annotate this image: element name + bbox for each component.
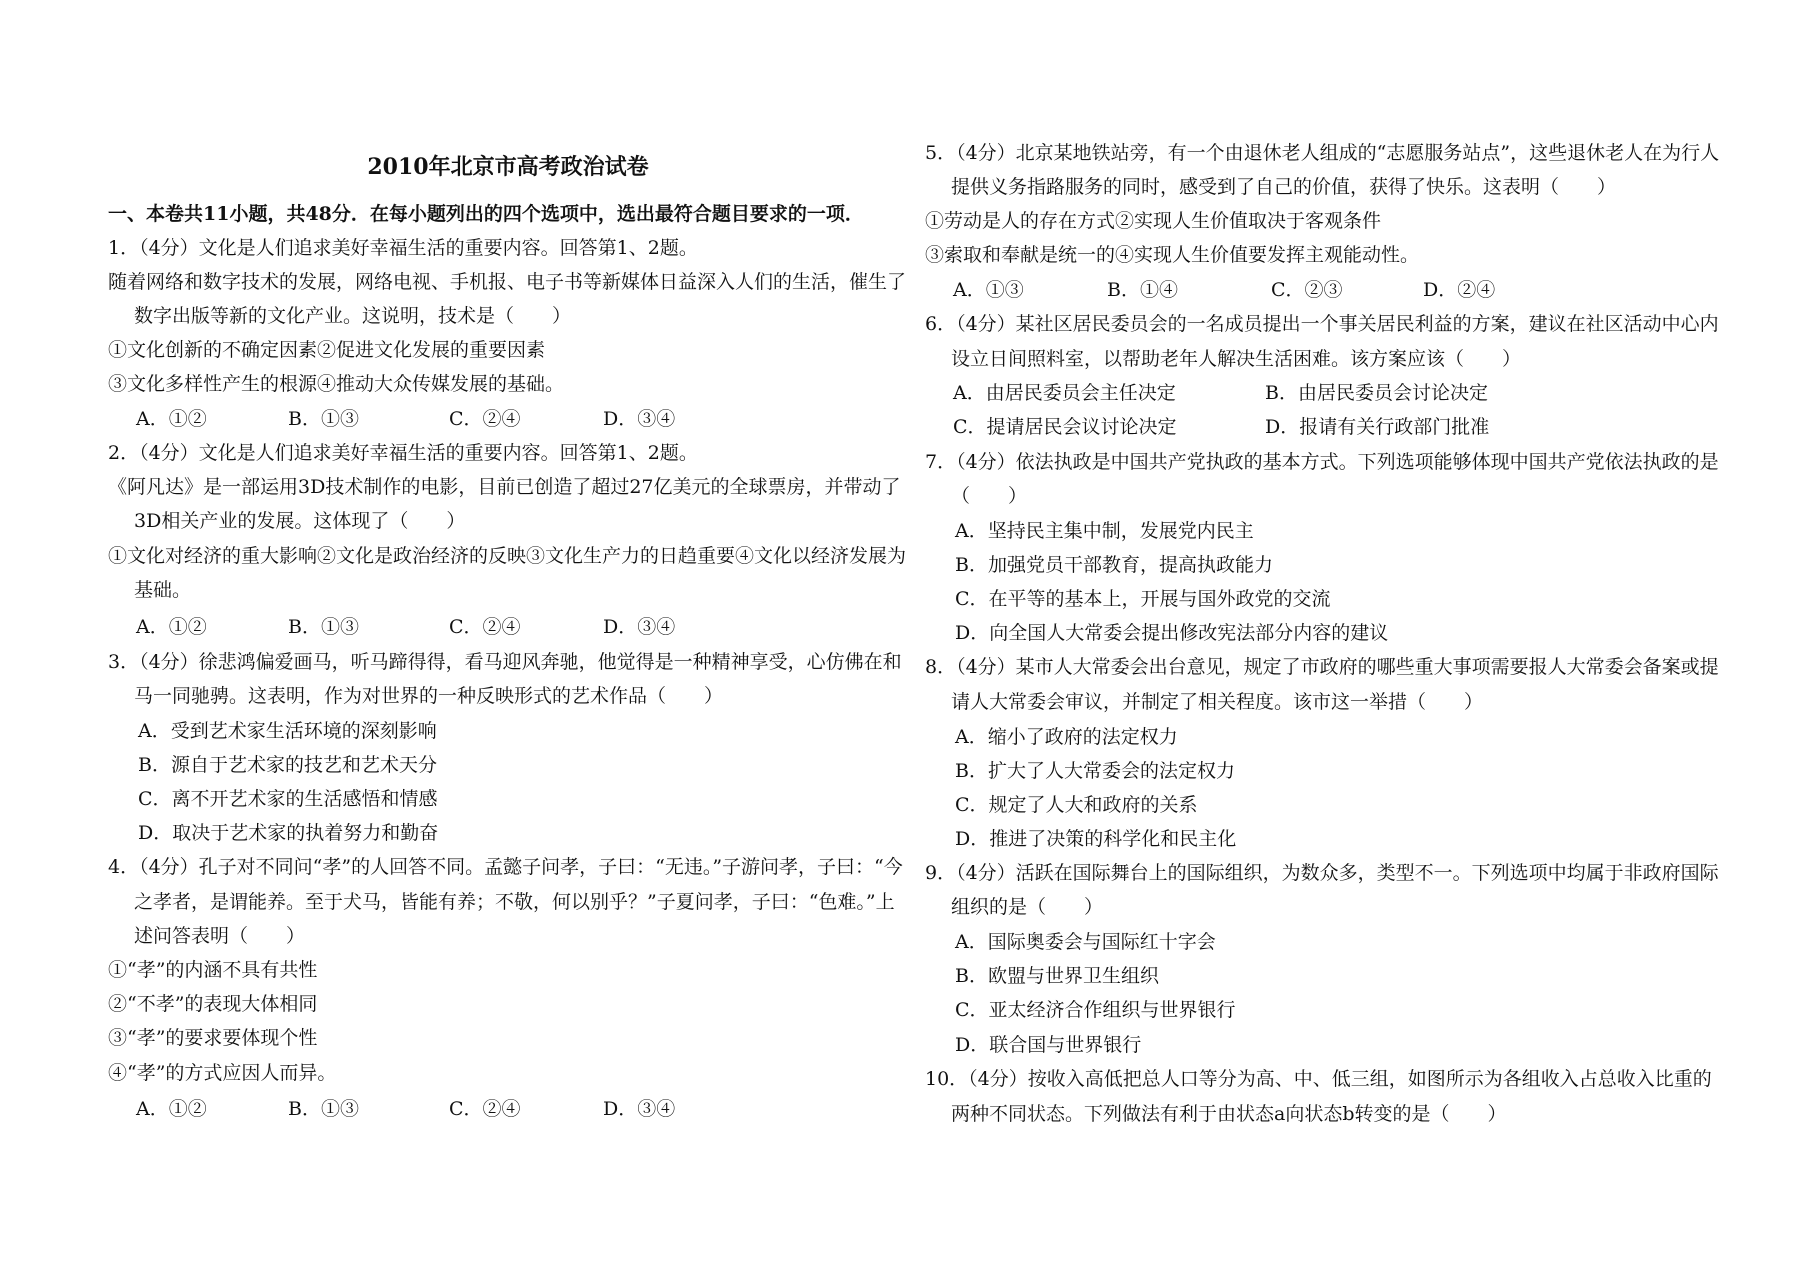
- q2-statement-1: ①文化对经济的重大影响②文化是政治经济的反映③文化生产力的日趋重要④文化以经济发展为: [108, 545, 907, 567]
- q2-stem: 2．（4分）文化是人们追求美好幸福生活的重要内容。回答第1、2题。: [108, 442, 698, 464]
- q9-option-a[interactable]: A．国际奥委会与国际红十字会: [955, 931, 1216, 953]
- q9-option-c[interactable]: C．亚太经济合作组织与世界银行: [955, 999, 1236, 1021]
- q7-option-a[interactable]: A．坚持民主集中制，发展党内民主: [955, 520, 1254, 542]
- q5-statement-1: ①劳动是人的存在方式②实现人生价值取决于客观条件: [925, 210, 1382, 232]
- q2-option-a[interactable]: A．①②: [136, 616, 207, 638]
- q4-line1: 4．（4分）孔子对不同问“孝”的人回答不同。孟懿子问孝，子曰：“无违。”子游问孝，子曰：“今: [108, 856, 903, 878]
- section-heading: 一、本卷共11小题，共48分．在每小题列出的四个选项中，选出最符合题目要求的一项．: [108, 203, 864, 225]
- q4-option-d[interactable]: D．③④: [603, 1098, 676, 1120]
- q5-option-b[interactable]: B．①④: [1107, 279, 1178, 301]
- q5-option-a[interactable]: A．①③: [953, 279, 1024, 301]
- q1-statement-2: ③文化多样性产生的根源④推动大众传媒发展的基础。: [108, 373, 565, 395]
- q10-line2: 两种不同状态。下列做法有利于由状态a向状态b转变的是（ ）: [951, 1103, 1507, 1125]
- q6-option-b[interactable]: B．由居民委员会讨论决定: [1265, 382, 1488, 404]
- q9-option-d[interactable]: D．联合国与世界银行: [955, 1034, 1142, 1056]
- q7-option-b[interactable]: B．加强党员干部教育，提高执政能力: [955, 554, 1273, 576]
- q7-option-c[interactable]: C．在平等的基本上，开展与国外政党的交流: [955, 588, 1331, 610]
- q1-option-d[interactable]: D．③④: [603, 408, 676, 430]
- q4-line3: 述问答表明（ ）: [134, 925, 306, 947]
- q2-option-d[interactable]: D．③④: [603, 616, 676, 638]
- q2-line2: 3D相关产业的发展。这体现了（ ）: [134, 510, 466, 532]
- q8-option-b[interactable]: B．扩大了人大常委会的法定权力: [955, 760, 1235, 782]
- q8-option-c[interactable]: C．规定了人大和政府的关系: [955, 794, 1198, 816]
- q3-option-d[interactable]: D．取决于艺术家的执着努力和勤奋: [138, 822, 439, 844]
- q9-option-b[interactable]: B．欧盟与世界卫生组织: [955, 965, 1159, 987]
- q6-option-c[interactable]: C．提请居民会议讨论决定: [953, 416, 1177, 438]
- q2-line1: 《阿凡达》是一部运用3D技术制作的电影，目前已创造了超过27亿美元的全球票房，并带动了: [108, 476, 901, 498]
- q4-option-a[interactable]: A．①②: [136, 1098, 207, 1120]
- q3-option-b[interactable]: B．源自于艺术家的技艺和艺术天分: [138, 754, 437, 776]
- q4-option-b[interactable]: B．①③: [288, 1098, 359, 1120]
- q3-option-a[interactable]: A．受到艺术家生活环境的深刻影响: [138, 720, 437, 742]
- q1-stem: 1．（4分）文化是人们追求美好幸福生活的重要内容。回答第1、2题。: [108, 237, 698, 259]
- q4-line2: 之孝者，是谓能养。至于犬马，皆能有养；不敬，何以别乎？”子夏问孝，子曰：“色难。”上: [134, 891, 895, 913]
- q4-statement-2: ②“不孝”的表现大体相同: [108, 993, 318, 1015]
- q7-option-d[interactable]: D．向全国人大常委会提出修改宪法部分内容的建议: [955, 622, 1389, 644]
- q9-line1: 9．（4分）活跃在国际舞台上的国际组织，为数众多，类型不一。下列选项中均属于非政府国际: [925, 862, 1719, 884]
- q6-line2: 设立日间照料室，以帮助老年人解决生活困难。该方案应该（ ）: [951, 348, 1522, 370]
- q5-line1: 5．（4分）北京某地铁站旁，有一个由退休老人组成的“志愿服务站点”，这些退休老人在为行人: [925, 142, 1720, 164]
- q2-option-c[interactable]: C．②④: [449, 616, 521, 638]
- q6-option-a[interactable]: A．由居民委员会主任决定: [953, 382, 1176, 404]
- q2-statement-2: 基础。: [134, 579, 192, 601]
- q3-option-c[interactable]: C．离不开艺术家的生活感悟和情感: [138, 788, 438, 810]
- q7-line1: 7．（4分）依法执政是中国共产党执政的基本方式。下列选项能够体现中国共产党依法执政的是: [925, 451, 1719, 473]
- q1-option-c[interactable]: C．②④: [449, 408, 521, 430]
- q5-option-c[interactable]: C．②③: [1271, 279, 1343, 301]
- q3-line2: 马一同驰骋。这表明，作为对世界的一种反映形式的艺术作品（ ）: [134, 685, 724, 707]
- q8-line2: 请人大常委会审议，并制定了相关程度。该市这一举措（ ）: [951, 691, 1484, 713]
- q8-line1: 8．（4分）某市人大常委会出台意见，规定了市政府的哪些重大事项需要报人大常委会备案或提: [925, 656, 1719, 678]
- q7-line2: （ ）: [951, 485, 1028, 507]
- q1-statement-1: ①文化创新的不确定因素②促进文化发展的重要因素: [108, 339, 546, 361]
- q2-option-b[interactable]: B．①③: [288, 616, 359, 638]
- q4-statement-1: ①“孝”的内涵不具有共性: [108, 959, 318, 981]
- q6-option-d[interactable]: D．报请有关行政部门批准: [1265, 416, 1490, 438]
- q9-line2: 组织的是（ ）: [951, 896, 1104, 918]
- q5-statement-2: ③索取和奉献是统一的④实现人生价值要发挥主观能动性。: [925, 244, 1420, 266]
- q4-statement-3: ③“孝”的要求要体现个性: [108, 1027, 318, 1049]
- q5-line2: 提供义务指路服务的同时，感受到了自己的价值，获得了快乐。这表明（ ）: [951, 176, 1617, 198]
- q8-option-a[interactable]: A．缩小了政府的法定权力: [955, 726, 1178, 748]
- q1-option-a[interactable]: A．①②: [136, 408, 207, 430]
- q4-option-c[interactable]: C．②④: [449, 1098, 521, 1120]
- q10-line1: 10．（4分）按收入高低把总人口等分为高、中、低三组，如图所示为各组收入占总收入比重的: [925, 1068, 1712, 1090]
- q5-option-d[interactable]: D．②④: [1423, 279, 1496, 301]
- q6-line1: 6．（4分）某社区居民委员会的一名成员提出一个事关居民利益的方案，建议在社区活动中心内: [925, 313, 1719, 335]
- q3-line1: 3．（4分）徐悲鸿偏爱画马，听马蹄得得，看马迎风奔驰，他觉得是一种精神享受，心仿佛在和: [108, 651, 902, 673]
- page-title: 2010年北京市高考政治试卷: [367, 154, 649, 180]
- q1-line2: 数字出版等新的文化产业。这说明，技术是（ ）: [134, 305, 572, 327]
- q1-line1: 随着网络和数字技术的发展，网络电视、手机报、电子书等新媒体日益深入人们的生活，催生了: [108, 271, 907, 293]
- q1-option-b[interactable]: B．①③: [288, 408, 359, 430]
- q4-statement-4: ④“孝”的方式应因人而异。: [108, 1062, 337, 1084]
- q8-option-d[interactable]: D．推进了决策的科学化和民主化: [955, 828, 1237, 850]
